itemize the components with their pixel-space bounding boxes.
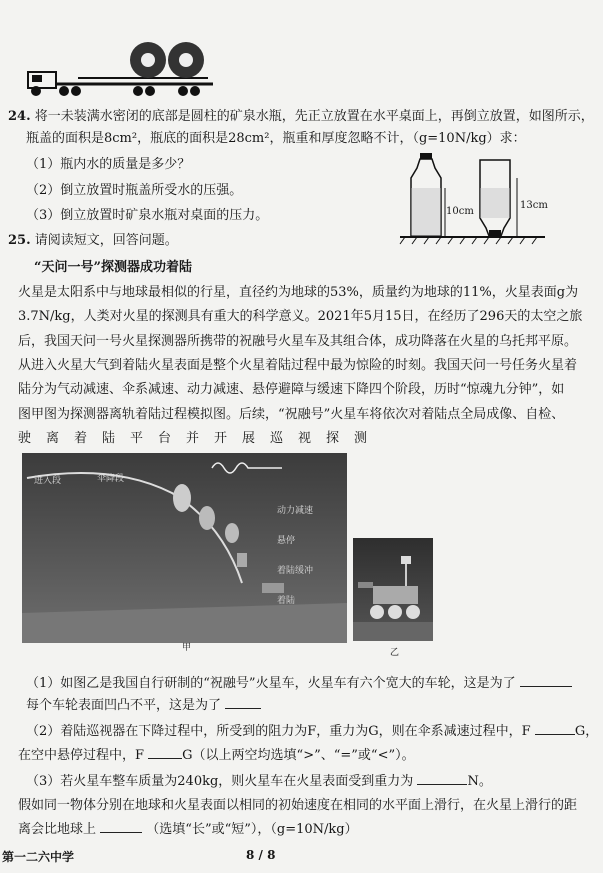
q25-sub1-line1 [26, 674, 572, 693]
q25-sub2-text-2: 在空中悬停过程中，F [18, 748, 145, 763]
q25-sub3-text-2: 离会比地球上 [18, 822, 97, 837]
q25-sub1-text-2: 每个车轮表面凹凸不平，这是为了 [26, 698, 222, 713]
q25-sub3-line2: 假如同一物体分别在地球和火星表面以相同的初始速度在相同的水平面上滑行，在火星上滑行的距 [18, 798, 578, 813]
q25-title: “天问一号”探测器成功着陆 [34, 260, 192, 275]
answer-blank-3[interactable] [535, 722, 575, 735]
q25-para-7: 驶 离 着 陆 平 台 并 开 展 巡 视 探 测 [18, 431, 369, 446]
q25-para-6: 图甲图为探测器离轨着陆过程模拟图。后续，“祝融号”火星车将依次对着陆点全局成像、自检、 [18, 407, 565, 422]
footer-school: 第一二六中学 [2, 850, 75, 864]
q25-para-2: 3.7N/kg，人类对火星的探测具有重大的科学意义。2021年5月15日，在经历了296天的太空之旅 [18, 309, 583, 324]
stage-caption-6: 着陆 [277, 596, 296, 606]
stage-caption-4: 悬停 [277, 536, 296, 546]
truck-illustration [18, 38, 218, 100]
q25-sub3-text: （3）若火星车整车质量为240kg，则火星车在火星表面受到重力为 [26, 774, 414, 789]
q25-para-1: 火星是太阳系中与地球最相似的行星，直径约为地球的53%，质量约为地球的11%，火星表面g为 [18, 285, 579, 300]
q25-para-3: 后，我国天问一号火星探测器所携带的祝融号火星车及其组合体，成功降落在火星的乌托邦平原。 [18, 334, 578, 349]
figure-a-label: 甲 [182, 643, 192, 653]
footer-page: 8 / 8 [246, 848, 276, 862]
q25-sub2-line2 [18, 746, 415, 765]
q24-number: 24. [8, 109, 31, 124]
bottle-label-left: 10cm [446, 206, 474, 217]
stage-caption-5: 着陆缓冲 [277, 566, 314, 576]
landing-process-figure [22, 453, 347, 643]
q24-sub1: （1）瓶内水的质量是多少？ [26, 157, 191, 172]
q24-text-1: 将一未装满水密闭的底部是圆柱的矿泉水瓶，先正立放置在水平桌面上，再倒立放置，如图所示， [34, 109, 594, 124]
stage-caption-2: 伞降段 [97, 474, 125, 484]
q24-sub3: （3）倒立放置时矿泉水瓶对桌面的压力。 [26, 208, 269, 223]
answer-blank-5[interactable] [417, 772, 467, 785]
answer-blank-1[interactable] [520, 674, 572, 687]
q24-line1 [8, 108, 594, 126]
q25-sub1-line2 [26, 696, 261, 715]
q25-sub2-g: G， [574, 724, 599, 739]
q25-intro: 请阅读短文，回答问题。 [34, 233, 178, 248]
q25-sub2-text-3: G（以上两空均选填“>”、“=”或“<”）。 [182, 748, 415, 763]
q24-line2: 瓶盖的面积是8cm²，瓶底的面积是28cm²，瓶重和厚度忽略不计，（g=10N/kg）求： [26, 131, 526, 146]
q25-sub3-line3 [18, 820, 358, 839]
q25-sub3-unit: N。 [467, 774, 492, 789]
landing-trajectory [22, 453, 347, 643]
bottle-figure [395, 148, 555, 248]
q25-sub1-text: （1）如图乙是我国自行研制的“祝融号”火星车，火星车有六个宽大的车轮，这是为了 [26, 676, 516, 691]
q25-para-5: 陆分为气动减速、伞系减速、动力减速、悬停避障与缓速下降四个阶段，历时“惊魂九分钟”，如 [18, 382, 565, 397]
stage-caption-3: 动力减速 [277, 506, 314, 516]
q25-number: 25. [8, 233, 31, 248]
q25-intro-line [8, 232, 178, 250]
answer-blank-4[interactable] [148, 746, 182, 759]
q25-sub2-text: （2）着陆巡视器在下降过程中，所受到的阻力为F，重力为G，则在伞系减速过程中，F [26, 724, 531, 739]
figure-b-label: 乙 [390, 648, 400, 658]
rover-illustration [353, 538, 433, 641]
answer-blank-2[interactable] [225, 696, 261, 709]
stage-caption-1: 进入段 [34, 476, 62, 486]
q25-sub2-line1 [26, 722, 598, 741]
rover-figure [353, 538, 433, 641]
q25-para-4: 从进入火星大气到着陆火星表面是整个火星着陆过程中最为惊险的时刻。我国天问一号任务火星着 [18, 358, 578, 373]
answer-blank-6[interactable] [100, 820, 142, 833]
bottle-label-right: 13cm [520, 200, 548, 211]
q24-sub2: （2）倒立放置时瓶盖所受水的压强。 [26, 183, 243, 198]
q25-sub3-text-3: （选填“长”或“短”），（g=10N/kg） [146, 822, 358, 837]
q25-sub3-line1 [26, 772, 492, 791]
